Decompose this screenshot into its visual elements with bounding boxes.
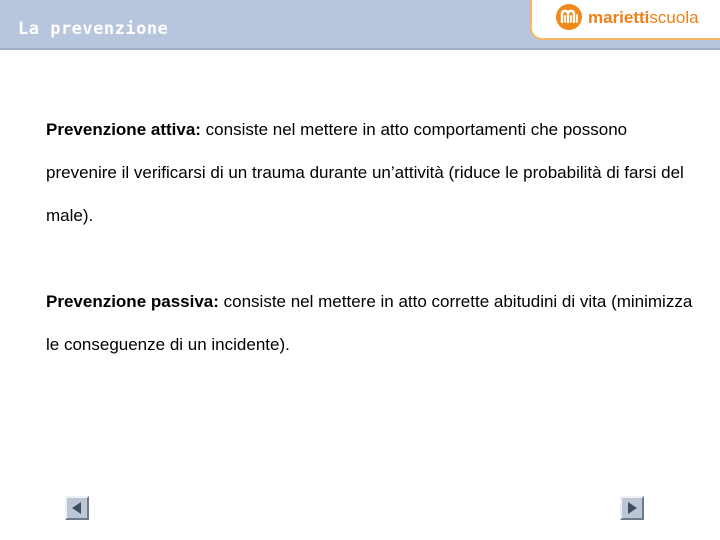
paragraph-active-prevention [46,108,696,237]
triangle-right-icon [625,501,639,515]
logo-brand-bold: marietti [588,8,650,27]
header-bar [0,0,720,50]
paragraph-passive-prevention [46,280,696,366]
content-area [46,108,696,366]
triangle-left-icon [70,501,84,515]
term-active-prevention: Prevenzione attiva: [46,120,201,139]
publisher-logo [530,0,720,40]
next-slide-button[interactable] [620,496,644,520]
definition-passive-prevention: consiste nel mettere in atto corrette abitudini di vita (minimizza le conseguenze di un incidente). [46,292,693,354]
logo-wordmark [588,8,699,28]
previous-slide-button[interactable] [65,496,89,520]
term-passive-prevention: Prevenzione passiva: [46,292,219,311]
definition-active-prevention: consiste nel mettere in atto comportamenti che possono prevenire il verificarsi di un trauma durante un’attività (riduce le probabilità di farsi del male). [46,120,684,225]
page-title: La prevenzione [18,19,169,39]
mm-logo-icon [556,4,582,30]
logo-brand-light: scuola [649,8,699,27]
